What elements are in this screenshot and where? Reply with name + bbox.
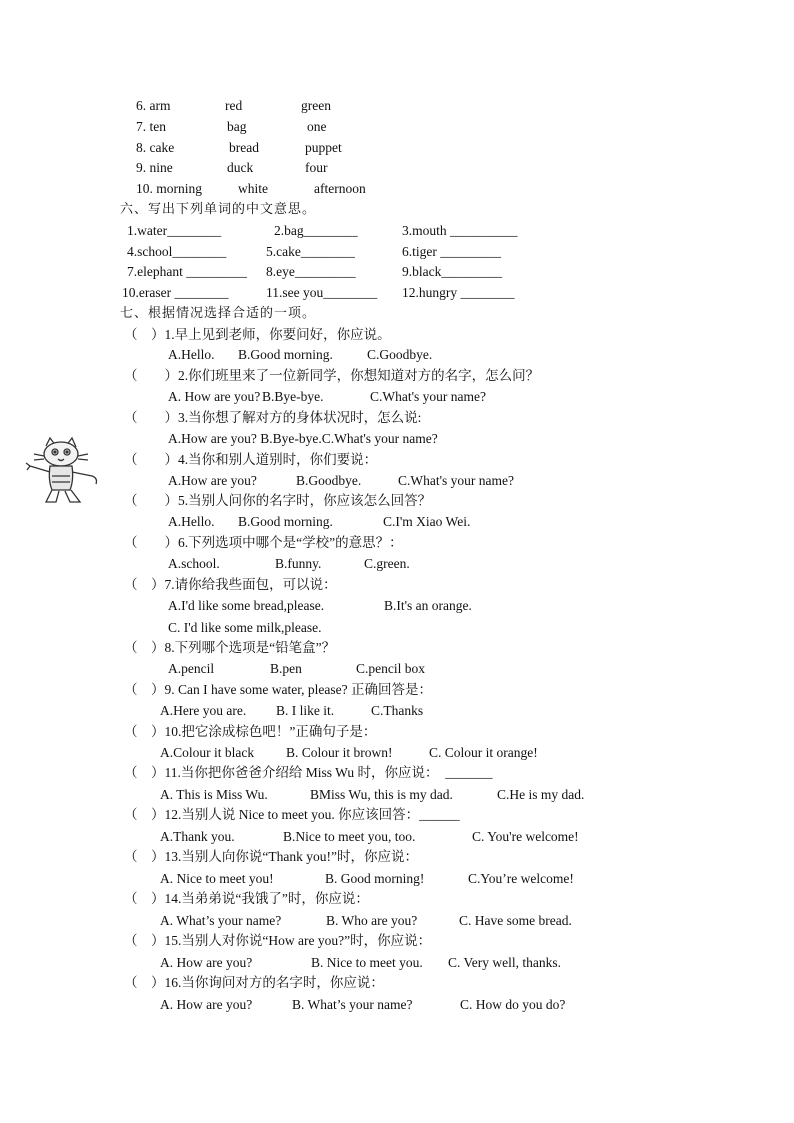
vocab-word: 8. cake [136,140,175,155]
answer-blank[interactable]: （ ） [124,975,165,990]
answer-option[interactable]: A. How are you? [168,389,261,404]
fill-item: 10.eraser ________ [122,285,229,300]
answer-option[interactable]: C. Colour it orange! [429,745,538,760]
question-line [124,452,377,468]
answer-option[interactable]: B.funny. [275,556,322,571]
question-text: 13.当别人向你说“Thank you!”时，你应说： [164,849,418,864]
answer-blank[interactable]: （ ） [124,849,165,864]
cartoon-cat-icon [22,436,102,506]
question-line [124,849,418,865]
answer-blank[interactable]: （ ） [124,933,165,948]
answer-option[interactable]: C. Have some bread. [459,913,572,928]
answer-option[interactable]: A.school. [168,556,220,571]
answer-blank[interactable]: （ ） [124,724,165,739]
answer-option[interactable]: B. What’s your name? [292,997,413,1012]
vocab-word: white [238,181,268,196]
vocab-word: bag [227,119,247,134]
answer-option[interactable]: C.You’re welcome! [468,871,574,886]
answer-option[interactable]: C.He is my dad. [497,787,585,802]
answer-option[interactable]: B. Who are you? [326,913,418,928]
answer-blank[interactable]: （ ） [124,452,178,467]
answer-blank[interactable]: （ ） [124,891,165,906]
question-text: 11.当你把你爸爸介绍给 Miss Wu 时，你应说： _______ [164,765,493,780]
answer-option[interactable]: A.Hello. [168,347,215,362]
answer-blank[interactable]: （ ） [124,410,178,425]
fill-item: 4.school________ [127,244,227,259]
answer-option[interactable]: A.How are you? B.Bye-bye.C.What's your name? [168,431,438,446]
fill-item: 2.bag________ [274,223,358,238]
question-text: 8.下列哪个选项是“铅笔盒”？ [164,640,336,655]
answer-option[interactable]: C.I'm Xiao Wei. [383,514,471,529]
question-line [124,577,337,593]
answer-blank[interactable]: （ ） [124,640,165,655]
answer-option[interactable]: C.pencil box [356,661,425,676]
question-line [124,807,460,823]
answer-blank[interactable]: （ ） [124,682,165,697]
question-text: 7.请你给我些面包，可以说： [164,577,337,592]
vocab-word: green [301,98,331,113]
question-line [124,682,432,698]
question-line [124,724,376,740]
answer-option[interactable]: B.Bye-bye. [262,389,324,404]
answer-blank[interactable]: （ ） [124,765,165,780]
section-6-title: 六、写出下列单词的中文意思。 [120,202,317,217]
answer-option[interactable]: A.Thank you. [160,829,235,844]
answer-option[interactable]: A. How are you? [160,955,253,970]
answer-blank[interactable]: （ ） [124,493,178,508]
section-7-title: 七、根据情况选择合适的一项。 [120,306,317,321]
question-text: 9. Can I have some water, please? 正确回答是： [164,682,433,697]
question-line [124,975,384,991]
question-text: 4.当你和别人道别时，你们要说： [178,452,378,467]
answer-option[interactable]: B. Nice to meet you. [311,955,423,970]
answer-option[interactable]: C.green. [364,556,410,571]
answer-blank[interactable]: （ ） [124,327,165,342]
answer-option[interactable]: B.Goodbye. [296,473,362,488]
answer-option[interactable]: C.What's your name? [370,389,487,404]
answer-blank[interactable]: （ ） [124,368,178,383]
vocab-word: red [225,98,243,113]
fill-item: 9.black_________ [402,264,503,279]
question-line [124,410,421,426]
answer-option[interactable]: BMiss Wu, this is my dad. [310,787,453,802]
question-line [124,765,492,781]
answer-option[interactable]: A.pencil [168,661,215,676]
question-text: 2.你们班里来了一位新同学，你想知道对方的名字，怎么问？ [178,368,540,383]
question-text: 6.下列选项中哪个是“学校”的意思？： [178,535,403,550]
answer-option[interactable]: C. I'd like some milk,please. [168,620,322,635]
question-line [124,493,431,509]
answer-option[interactable]: B.Good morning. [238,347,333,362]
vocab-word: 6. arm [136,98,171,113]
answer-option[interactable]: A.Hello. [168,514,215,529]
answer-option[interactable]: A.Colour it black [160,745,255,760]
answer-option[interactable]: B. Colour it brown! [286,745,393,760]
question-text: 3.当你想了解对方的身体状况时，怎么说: [178,410,422,425]
answer-option[interactable]: A.Here you are. [160,703,247,718]
question-text: 14.当弟弟说“我饿了”时，你应说： [164,891,369,906]
answer-blank[interactable]: （ ） [124,535,178,550]
vocab-word: puppet [305,140,342,155]
answer-option[interactable]: A. How are you? [160,997,253,1012]
fill-item: 3.mouth __________ [402,223,518,238]
question-text: 10.把它涂成棕色吧！”正确句子是： [164,724,377,739]
question-line [124,327,391,343]
question-text: 15.当别人对你说“How are you?”时，你应说： [164,933,432,948]
answer-option[interactable]: B.Nice to meet you, too. [283,829,416,844]
answer-option[interactable]: C. How do you do? [460,997,566,1012]
answer-blank[interactable]: （ ） [124,807,165,822]
fill-item: 5.cake________ [266,244,355,259]
fill-item: 7.elephant _________ [127,264,247,279]
answer-option[interactable]: A. This is Miss Wu. [160,787,268,802]
answer-option[interactable]: B.It's an orange. [384,598,472,613]
question-text: 16.当你询问对方的名字时，你应说： [164,975,384,990]
answer-option[interactable]: C.Thanks [371,703,424,718]
fill-item: 11.see you________ [266,285,378,300]
vocab-word: afternoon [314,181,366,196]
question-line [124,368,539,384]
question-text: 12.当别人说 Nice to meet you. 你应该回答：______ [164,807,460,822]
question-line [124,640,335,656]
question-line [124,535,403,551]
answer-blank[interactable]: （ ） [124,577,165,592]
answer-option[interactable]: C.Goodbye. [367,347,433,362]
question-text: 5.当别人问你的名字时，你应该怎么回答？ [178,493,432,508]
vocab-word: bread [229,140,259,155]
question-line [124,933,431,949]
vocab-word: 10. morning [136,181,202,196]
question-line [124,891,369,907]
fill-item: 6.tiger _________ [402,244,501,259]
answer-option[interactable]: A. Nice to meet you! [160,871,274,886]
vocab-word: 7. ten [136,119,166,134]
answer-option[interactable]: B. I like it. [276,703,335,718]
fill-item: 1.water________ [127,223,222,238]
vocab-word: one [307,119,327,134]
question-text: 1.早上见到老师，你要问好，你应说。 [164,327,391,342]
answer-option[interactable]: A.I'd like some bread,please. [168,598,325,613]
answer-option[interactable]: C. Very well, thanks. [448,955,561,970]
fill-item: 8.eye_________ [266,264,356,279]
vocab-word: 9. nine [136,160,173,175]
answer-option[interactable]: A. What’s your name? [160,913,282,928]
answer-option[interactable]: B.Good morning. [238,514,333,529]
answer-option[interactable]: B. Good morning! [325,871,425,886]
vocab-word: four [305,160,328,175]
answer-option[interactable]: C.What's your name? [398,473,515,488]
answer-option[interactable]: C. You're welcome! [472,829,579,844]
answer-option[interactable]: A.How are you? [168,473,257,488]
vocab-word: duck [227,160,254,175]
fill-item: 12.hungry ________ [402,285,515,300]
answer-option[interactable]: B.pen [270,661,302,676]
